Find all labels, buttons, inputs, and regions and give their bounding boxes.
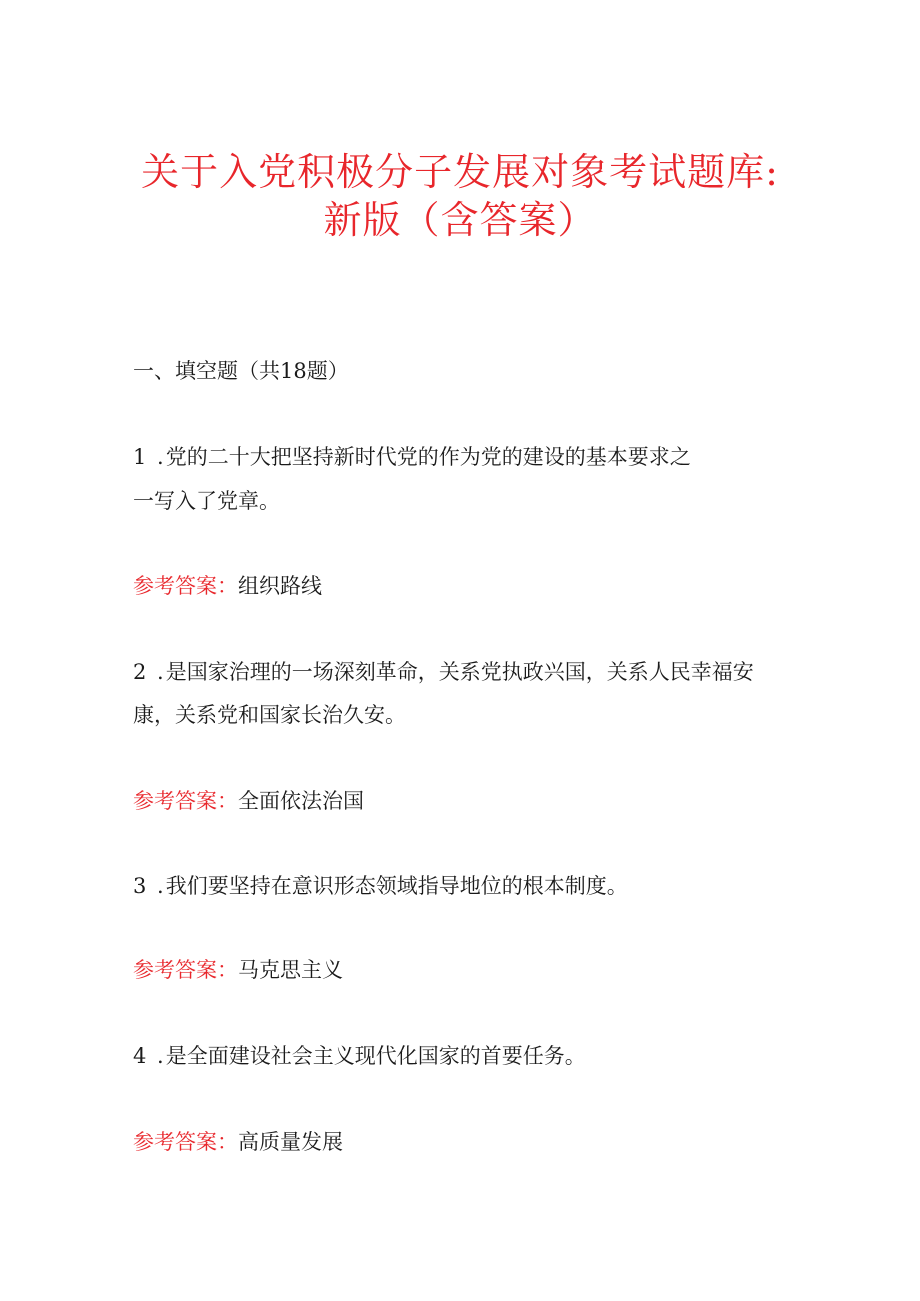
question-1-number: 1 . [133,445,166,469]
question-4-text: 是全面建设社会主义现代化国家的首要任务。 [165,1044,586,1068]
answer-1-value: 组织路线 [238,574,322,598]
question-4-number: 4 . [133,1044,166,1068]
answer-3-value: 马克思主义 [238,958,343,982]
question-3-line-1 [133,871,628,901]
question-1-line-2: 一写入了党章。 [133,489,280,513]
page-title-line-2: 新版（含答案） [323,198,597,242]
question-2-text: 是国家治理的一场深刻革命，关系党执政兴国，关系人民幸福安 [165,660,754,684]
question-2-number: 2 . [133,660,166,684]
section-heading: 一、填空题（共18题） [133,359,349,383]
question-3-number: 3 . [133,874,166,898]
question-4-line-1 [133,1041,586,1071]
answer-2 [133,786,364,816]
answer-4-label: 参考答案： [133,1130,238,1154]
answer-4 [133,1127,343,1157]
answer-3-label: 参考答案： [133,958,238,982]
answer-3 [133,955,343,985]
question-2-line-2: 康，关系党和国家长治久安。 [133,703,406,727]
question-2-line-1 [133,657,754,687]
question-1-line-1 [133,442,691,472]
answer-1-label: 参考答案： [133,574,238,598]
question-1-text: 党的二十大把坚持新时代党的作为党的建设的基本要求之 [165,445,691,469]
question-3-text: 我们要坚持在意识形态领域指导地位的根本制度。 [165,874,628,898]
answer-2-label: 参考答案： [133,789,238,813]
answer-4-value: 高质量发展 [238,1130,343,1154]
answer-1 [133,571,322,601]
page-title-line-1: 关于入党积极分子发展对象考试题库: [141,150,779,194]
answer-2-value: 全面依法治国 [238,789,364,813]
